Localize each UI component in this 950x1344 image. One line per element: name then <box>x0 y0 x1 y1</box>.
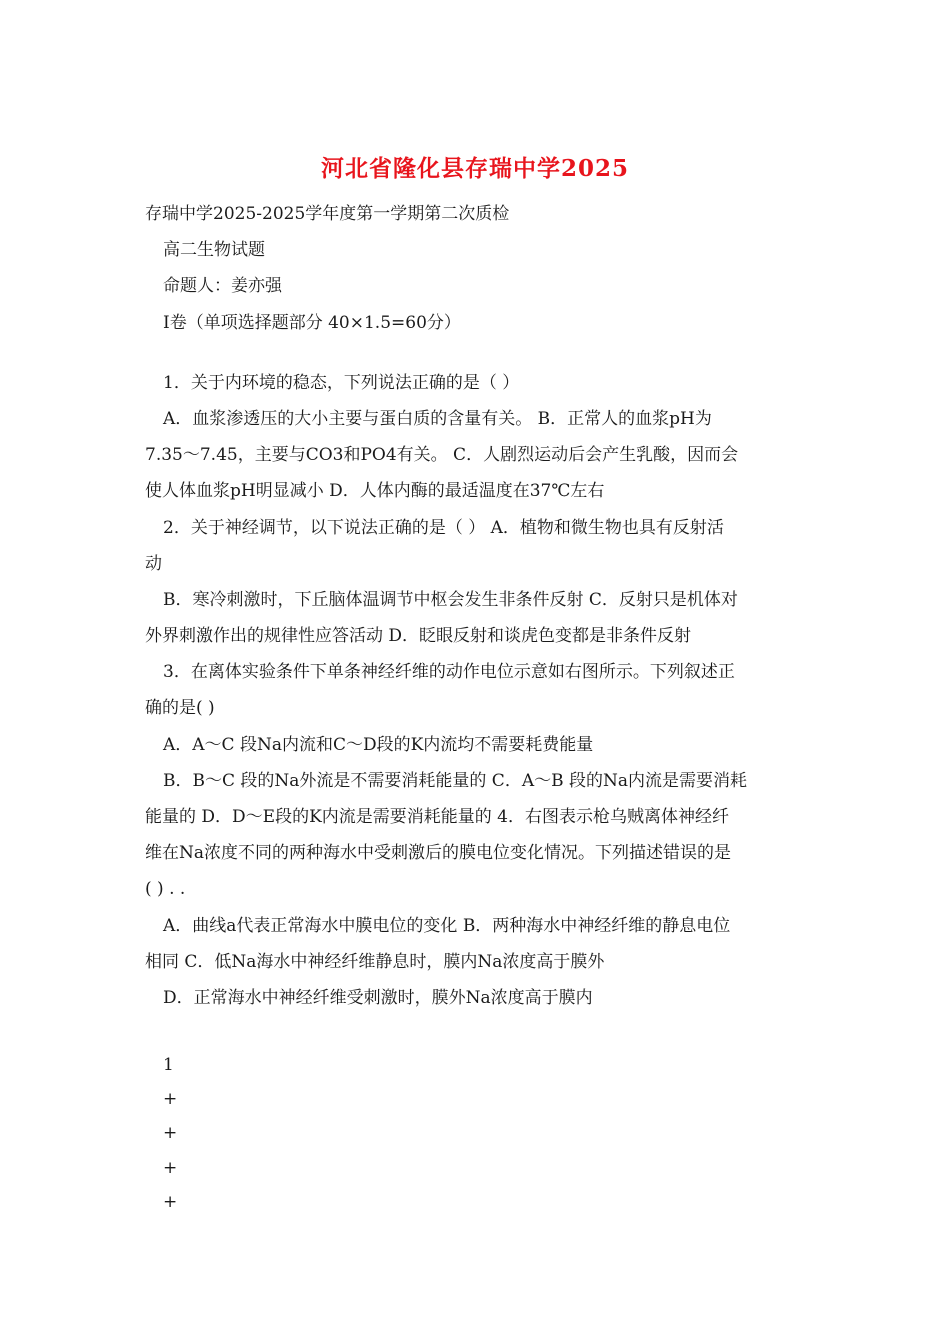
question-3-option-a: A．A～C 段Na内流和C～D段的K内流均不需要耗费能量 <box>163 734 594 755</box>
question-2-line: B．寒冷刺激时，下丘脑体温调节中枢会发生非条件反射 C．反射只是机体对 <box>163 589 738 610</box>
exam-header-line: 存瑞中学2025-2025学年度第一学期第二次质检 <box>145 204 510 224</box>
section-heading: Ⅰ卷（单项选择题部分 40×1.5=60分） <box>163 312 461 333</box>
question-2-line: 动 <box>145 553 162 574</box>
question-4-line: ( ) . . <box>145 879 186 900</box>
question-3-line: 能量的 D．D～E段的K内流是需要消耗能量的 4．右图表示枪乌贼离体神经纤 <box>145 807 729 827</box>
spacer <box>145 341 813 365</box>
question-1-line: A．血浆渗透压的大小主要与蛋白质的含量有关。 B．正常人的血浆pH为 <box>163 408 712 429</box>
mark-item: + <box>163 1123 178 1144</box>
question-4-line: 相同 C．低Na海水中神经纤维静息时，膜内Na浓度高于膜外 <box>145 951 605 972</box>
question-3-stem: 3．在离体实验条件下单条神经纤维的动作电位示意如右图所示。下列叙述正 <box>163 662 735 683</box>
question-4-line: 维在Na浓度不同的两种海水中受刺激后的膜电位变化情况。下列描述错误的是 <box>145 843 732 864</box>
mark-item: + <box>163 1089 178 1110</box>
mark-item: 1 <box>163 1055 174 1075</box>
document-title: 河北省隆化县存瑞中学2025 <box>320 155 629 182</box>
mark-item: + <box>163 1157 178 1178</box>
document-body <box>145 196 813 1016</box>
question-4-option-d: D．正常海水中神经纤维受刺激时，膜外Na浓度高于膜内 <box>163 987 593 1008</box>
trailing-marks <box>163 1048 177 1219</box>
question-1-stem: 1．关于内环境的稳态，下列说法正确的是（ ） <box>163 372 520 393</box>
author-line: 命题人：姜亦强 <box>163 276 282 297</box>
question-2-line: 外界刺激作出的规律性应答活动 D．眨眼反射和谈虎色变都是非条件反射 <box>145 626 692 647</box>
question-4-line: A．曲线a代表正常海水中膜电位的变化 B．两种海水中神经纤维的静息电位 <box>163 915 731 936</box>
question-1-line: 7.35～7.45，主要与CO3和PO4有关。 C．人剧烈运动后会产生乳酸，因而会 <box>145 445 739 466</box>
question-1-line: 使人体血浆pH明显减小 D．人体内酶的最适温度在37℃左右 <box>145 481 605 502</box>
question-3-line: 确的是( ) <box>145 698 215 719</box>
subject-line: 高二生物试题 <box>163 240 265 261</box>
question-2-stem: 2．关于神经调节，以下说法正确的是（ ） A．植物和微生物也具有反射活 <box>163 517 724 538</box>
mark-item: + <box>163 1191 178 1212</box>
question-3-line: B．B～C 段的Na外流是不需要消耗能量的 C．A～B 段的Na内流是需要消耗 <box>163 770 748 791</box>
